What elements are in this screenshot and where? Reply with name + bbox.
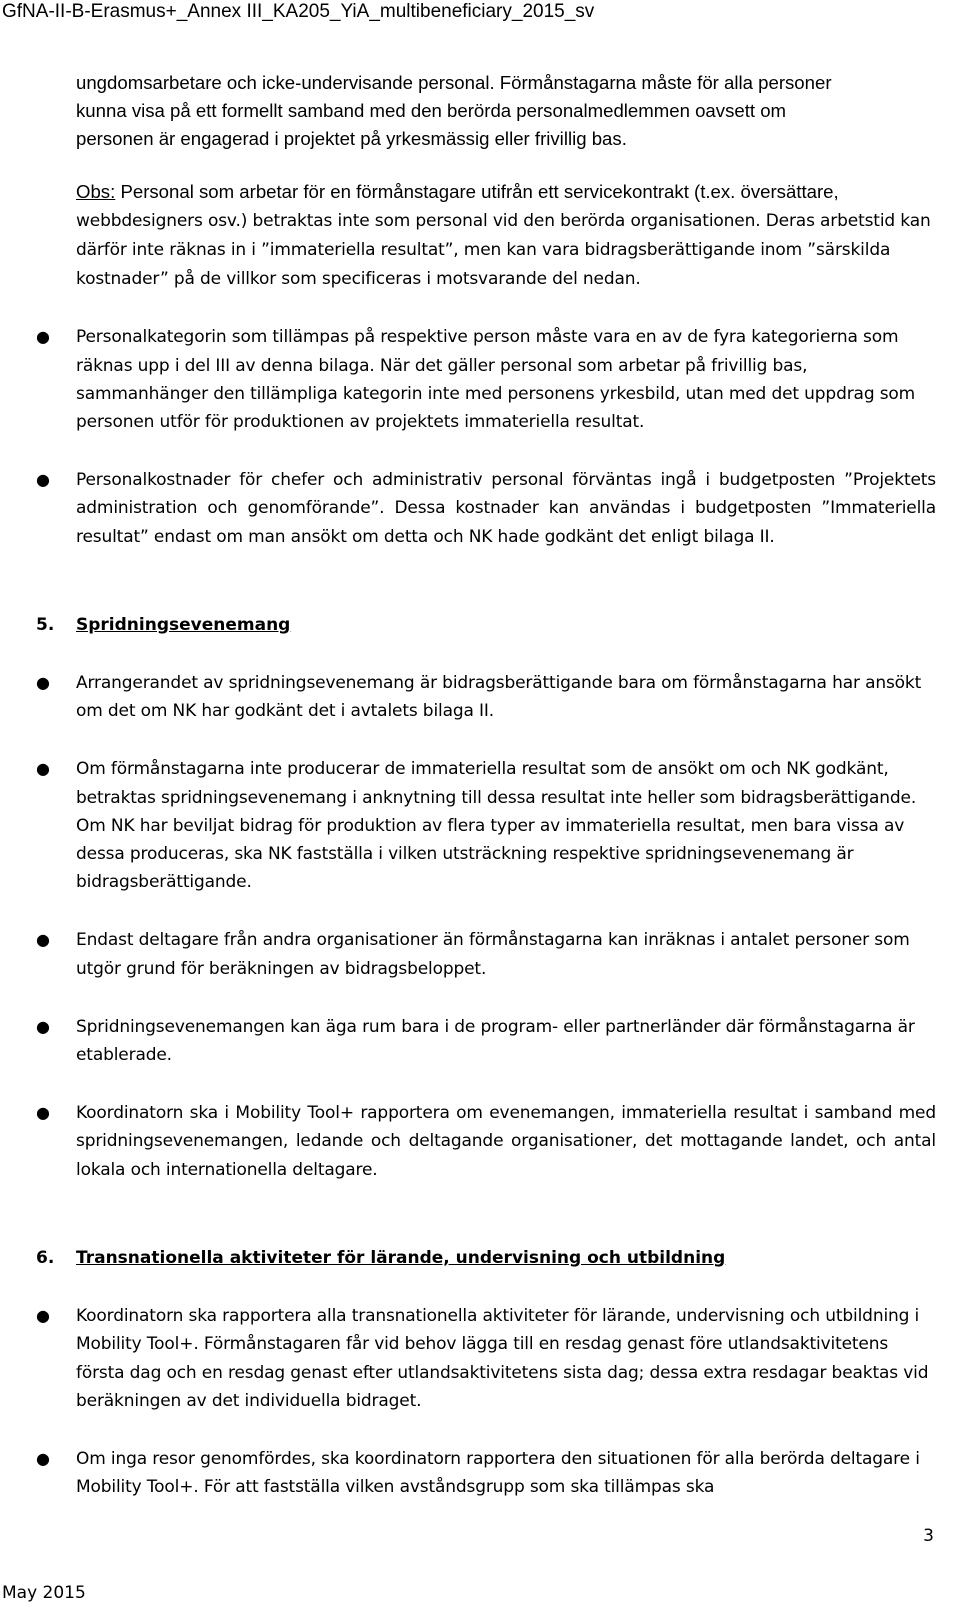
list-item	[36, 926, 936, 982]
list-item	[36, 1445, 936, 1501]
section-6-title: Transnationella aktiviteter för lärande, undervisning och utbildning	[76, 1247, 726, 1268]
list-item	[36, 755, 936, 896]
section-5-number: 5.	[36, 614, 55, 635]
list-item-text: Spridningsevenemangen kan äga rum bara i de program- eller partnerländer där förmånstagarna är etablerade.	[76, 1016, 915, 1066]
section-5-title: Spridningsevenemang	[76, 614, 291, 635]
list-item	[36, 1302, 936, 1415]
section-6-number: 6.	[36, 1247, 55, 1268]
list-item	[36, 1013, 936, 1069]
bullet-icon: ●	[36, 1016, 50, 1036]
list-item	[36, 669, 936, 725]
list-item-text: Om inga resor genomfördes, ska koordinatorn rapportera den situationen för alla berörda deltagare i Mobility Tool+. För att fastställa vilken avståndsgrupp som ska tillämpas ska	[76, 1448, 920, 1498]
spacer	[76, 551, 936, 611]
intro-bullet-list	[36, 323, 936, 550]
obs-text-rest: webbdesigners osv.) betraktas inte som personal vid den berörda organisationen. Deras arbetstid kan därför inte räknas in i ”immateriella resultat”, men kan vara bidragsberättigande inom ”särskilda kostnader” på de villkor som specificeras i motsvarande del nedan.	[76, 210, 931, 290]
footer-date: May 2015	[2, 1583, 86, 1603]
bullet-icon: ●	[36, 673, 50, 693]
list-item-text: Koordinatorn ska i Mobility Tool+ rapportera om evenemangen, immateriella resultat i samband med spridningsevenemangen, ledande och deltagande organisationer, det mottagande landet, och antal lokala och internationella deltagare.	[76, 1103, 936, 1180]
section-6-heading	[36, 1244, 936, 1272]
list-item	[36, 466, 936, 551]
section-5-bullet-list	[36, 669, 936, 1184]
obs-text-first-line: Personal som arbetar för en förmånstagare utifrån ett servicekontrakt (t.ex. översättare,	[115, 180, 839, 202]
spacer	[76, 154, 936, 178]
bullet-icon: ●	[36, 1306, 50, 1326]
list-item-text: Koordinatorn ska rapportera alla transnationella aktiviteter för lärande, undervisning och utbildning i Mobility Tool+. Förmånstagaren får vid behov lägga till en resdag genast före utlandsaktivitetens första dag och en resdag genast efter utlandsaktivitetens sista dag; dessa extra resdagar beaktas vid beräkningen av det individuella bidraget.	[76, 1306, 929, 1411]
obs-paragraph	[76, 178, 936, 294]
spacer	[76, 293, 936, 323]
bullet-icon: ●	[36, 327, 50, 347]
spacer	[76, 1184, 936, 1244]
list-item-text: Endast deltagare från andra organisationer än förmånstagarna kan inräknas i antalet personer som utgör grund för beräkningen av bidragsbeloppet.	[76, 930, 910, 979]
bullet-icon: ●	[36, 759, 50, 779]
list-item-text: Om förmånstagarna inte producerar de immateriella resultat som de ansökt om och NK godkänt, betraktas spridningsevenemang i anknytning till dessa resultat inte heller som bidragsberättigande. Om NK har beviljat bidrag för produktion av flera typer av immateriella resultat, men bara vissa av dessa produceras, ska NK fastställa i vilken utsträckning respektive spridningsevenemang är bidragsberättigande.	[76, 759, 917, 893]
spacer	[76, 1272, 936, 1302]
list-item-text: Personalkategorin som tillämpas på respektive person måste vara en av de fyra kategorierna som räknas upp i del III av denna bilaga. När det gäller personal som arbetar på frivillig bas, sammanhänger den tillämpliga kategorin inte med personens yrkesbild, utan med det uppdrag som personen utför för produktionen av projektets immateriella resultat.	[76, 327, 916, 433]
intro-paragraph: ungdomsarbetare och icke-undervisande personal. Förmånstagarna måste för alla personer kunna visa på ett formellt samband med den berörda personalmedlemmen oavsett om personen är engagerad i projektet på yrkesmässig eller frivillig bas.	[76, 72, 832, 150]
bullet-icon: ●	[36, 1448, 50, 1468]
list-item-text: Arrangerandet av spridningsevenemang är bidragsberättigande bara om förmånstagarna har ansökt om det om NK har godkänt det i avtalets bilaga II.	[76, 673, 922, 722]
bullet-icon: ●	[36, 1103, 50, 1123]
bullet-icon: ●	[36, 930, 50, 950]
section-6-bullet-list	[36, 1302, 936, 1501]
obs-label: Obs:	[76, 180, 116, 202]
document-header: GfNA-II-B-Erasmus+_Annex III_KA205_YiA_multibeneficiary_2015_sv	[2, 1, 595, 22]
spacer	[76, 639, 936, 669]
list-item	[36, 1099, 936, 1184]
bullet-icon: ●	[36, 470, 50, 490]
page-number: 3	[923, 1526, 934, 1546]
document-body	[36, 69, 936, 1501]
section-5-heading	[36, 611, 936, 639]
list-item	[36, 323, 936, 436]
list-item-text: Personalkostnader för chefer och administrativ personal förväntas ingå i budgetposten ”Projektets administration och genomförande”. Dessa kostnader kan användas i budgetposten ”Immateriella resultat” endast om man ansökt om detta och NK hade godkänt det enligt bilaga II.	[76, 470, 936, 547]
